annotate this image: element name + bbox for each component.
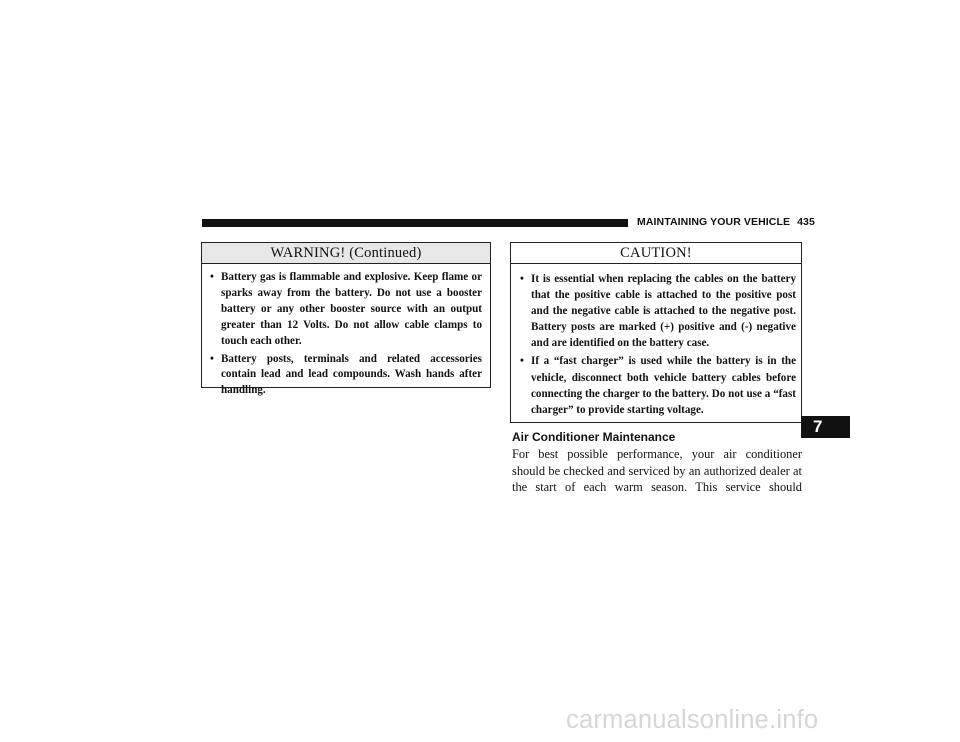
bullet-icon: • xyxy=(210,271,214,283)
caution-title: CAUTION! xyxy=(511,243,801,264)
caution-item xyxy=(520,353,796,417)
page-number: 435 xyxy=(797,216,815,228)
caution-item xyxy=(520,271,796,351)
bullet-icon: • xyxy=(520,355,524,368)
caution-item-text: It is essential when replacing the cables on the battery that the positive cable is attached to the positive post and the negative cable is attached to the negative post. Battery posts are marked (+) positive and (-) negative and are identified on the battery case. xyxy=(531,273,796,350)
warning-list xyxy=(202,264,490,399)
warning-box xyxy=(201,242,491,397)
header-rule xyxy=(202,219,628,227)
watermark: carmanualsonline.info xyxy=(566,706,819,734)
caution-item-text: If a “fast charger” is used while the battery is in the vehicle, disconnect both vehicle battery cables before connecting the charger to the battery. Do not use a “fast charger” to provide starting voltage. xyxy=(531,355,796,416)
section-body: For best possible performance, your air conditioner should be checked and serviced by an authorized dealer at the start of each warm season. This service should xyxy=(512,447,802,495)
caution-list xyxy=(511,264,801,418)
warning-item-text: Battery posts, terminals and related accessories contain lead and lead compounds. Wash hands after handling. xyxy=(221,352,482,397)
warning-item-text: Battery gas is flammable and explosive. Keep flame or sparks away from the battery. Do not use a booster battery or any other booster source with an output greater than 12 Volts. Do not allow cable clamps to touch each other. xyxy=(221,271,482,347)
caution-box xyxy=(510,242,802,423)
section-heading: Air Conditioner Maintenance xyxy=(512,430,676,444)
bullet-icon: • xyxy=(520,273,524,285)
bullet-icon: • xyxy=(210,352,214,365)
chapter-tab: 7 xyxy=(801,416,850,438)
warning-item xyxy=(210,352,482,400)
running-header xyxy=(637,216,815,228)
warning-item xyxy=(210,270,482,350)
section-title: MAINTAINING YOUR VEHICLE xyxy=(637,216,791,228)
warning-title: WARNING! (Continued) xyxy=(202,243,490,264)
